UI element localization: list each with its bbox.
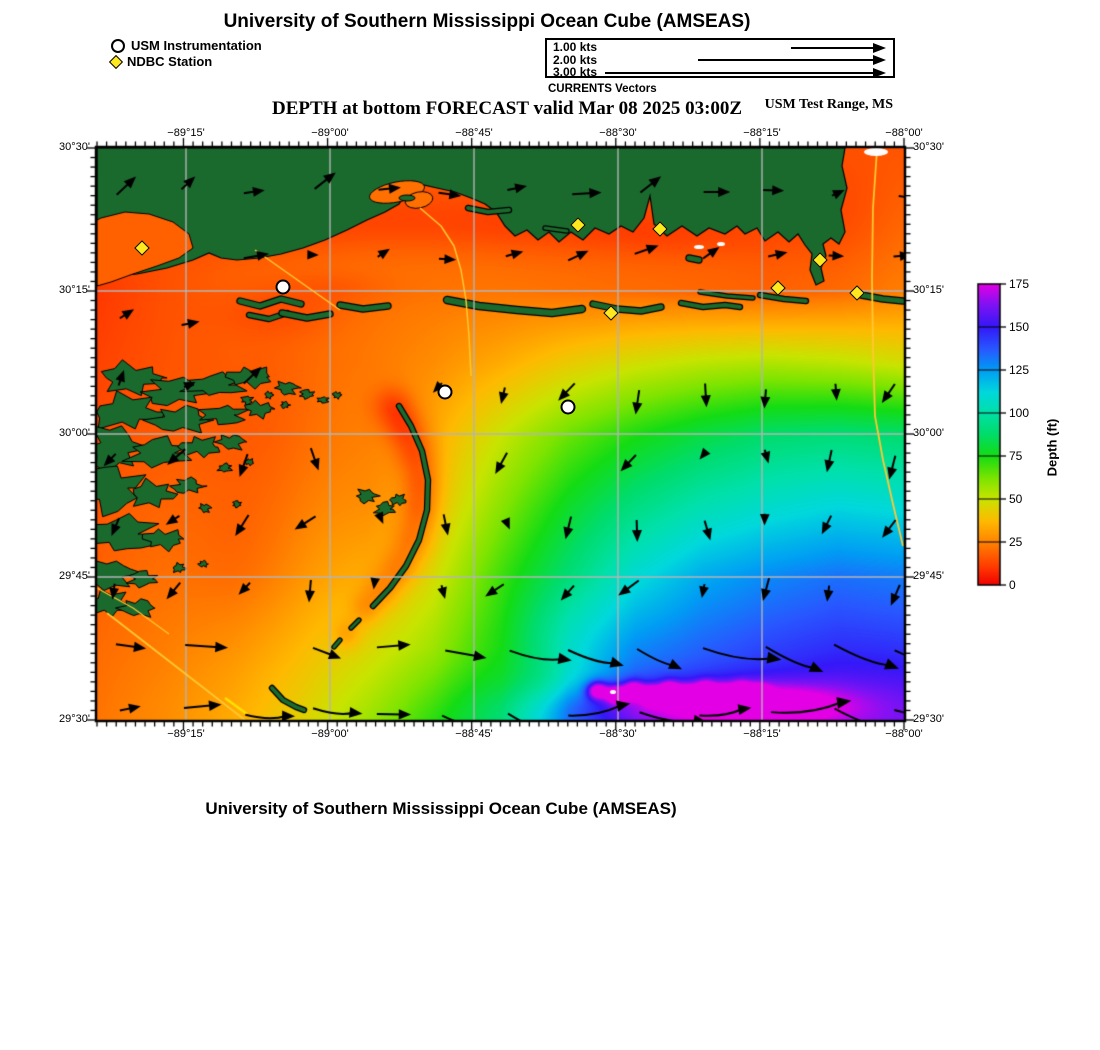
x-axis-label-bottom: −88°30'	[599, 728, 637, 740]
legend-label: NDBC Station	[127, 54, 213, 69]
scale-row	[553, 41, 886, 54]
y-axis-label-left: 30°00'	[59, 427, 90, 439]
footer-title: University of Southern Mississippi Ocean Cube (AMSEAS)	[205, 799, 677, 818]
x-axis-label-bottom: −89°00'	[311, 728, 349, 740]
y-axis-label-right: 30°15'	[913, 284, 944, 296]
y-axis-label-left: 29°30'	[59, 713, 90, 725]
legend-item	[111, 38, 262, 53]
usm-instrument-marker	[438, 385, 453, 400]
x-axis-label-top: −88°15'	[743, 127, 781, 139]
colorbar-tick-label: 75	[1009, 449, 1023, 463]
colorbar-tick-label: 125	[1009, 363, 1030, 377]
forecast-subtitle: DEPTH at bottom FORECAST valid Mar 08 2025 03:00Z	[272, 98, 743, 119]
legend-item	[111, 54, 212, 69]
colorbar-tick-label: 0	[1009, 578, 1016, 592]
region-label: USM Test Range, MS	[764, 97, 893, 112]
legend-label: USM Instrumentation	[131, 38, 262, 53]
colorbar-title: Depth (ft)	[1044, 418, 1060, 477]
x-axis-label-top: −89°15'	[167, 127, 205, 139]
scale-label: 3.00 kts	[553, 65, 598, 79]
y-axis-label-right: 30°00'	[913, 427, 944, 439]
x-axis-label-top: −88°30'	[599, 127, 637, 139]
x-axis-label-bottom: −88°00'	[885, 728, 923, 740]
x-axis-label-top: −88°00'	[885, 127, 923, 139]
colorbar-tick-label: 50	[1009, 492, 1023, 506]
colorbar-tick-label: 175	[1009, 277, 1030, 291]
usm-instrument-marker	[276, 280, 291, 295]
y-axis-label-left: 30°30'	[59, 141, 90, 153]
scale-row	[553, 66, 886, 79]
y-axis-label-left: 30°15'	[59, 284, 90, 296]
scale-arrow-head	[873, 43, 886, 53]
current-scale-box	[545, 38, 895, 78]
scale-arrow-head	[873, 55, 886, 65]
x-axis-label-bottom: −89°15'	[167, 728, 205, 740]
x-axis-label-bottom: −88°45'	[455, 728, 493, 740]
x-axis-label-top: −88°45'	[455, 127, 493, 139]
page-title: University of Southern Mississippi Ocean Cube (AMSEAS)	[223, 11, 751, 32]
scale-arrow-shaft	[791, 47, 874, 49]
scale-arrow-shaft	[698, 59, 874, 61]
x-axis-label-top: −89°00'	[311, 127, 349, 139]
y-axis-label-right: 29°45'	[913, 570, 944, 582]
scale-row	[553, 54, 886, 67]
y-axis-label-right: 29°30'	[913, 713, 944, 725]
currents-vectors-caption: CURRENTS Vectors	[548, 83, 657, 95]
scale-arrow-shaft	[605, 72, 874, 74]
scale-label: 1.00 kts	[553, 40, 598, 54]
colorbar-tick-label: 25	[1009, 535, 1023, 549]
x-axis-label-bottom: −88°15'	[743, 728, 781, 740]
y-axis-label-right: 30°30'	[913, 141, 944, 153]
y-axis-label-left: 29°45'	[59, 570, 90, 582]
scale-arrow-head	[873, 68, 886, 78]
usm-circle-icon	[111, 39, 125, 53]
usm-instrument-marker	[561, 400, 576, 415]
colorbar-tick-label: 150	[1009, 320, 1030, 334]
colorbar-tick-label: 100	[1009, 406, 1030, 420]
scale-label: 2.00 kts	[553, 52, 598, 67]
ndbc-diamond-icon	[109, 54, 123, 68]
